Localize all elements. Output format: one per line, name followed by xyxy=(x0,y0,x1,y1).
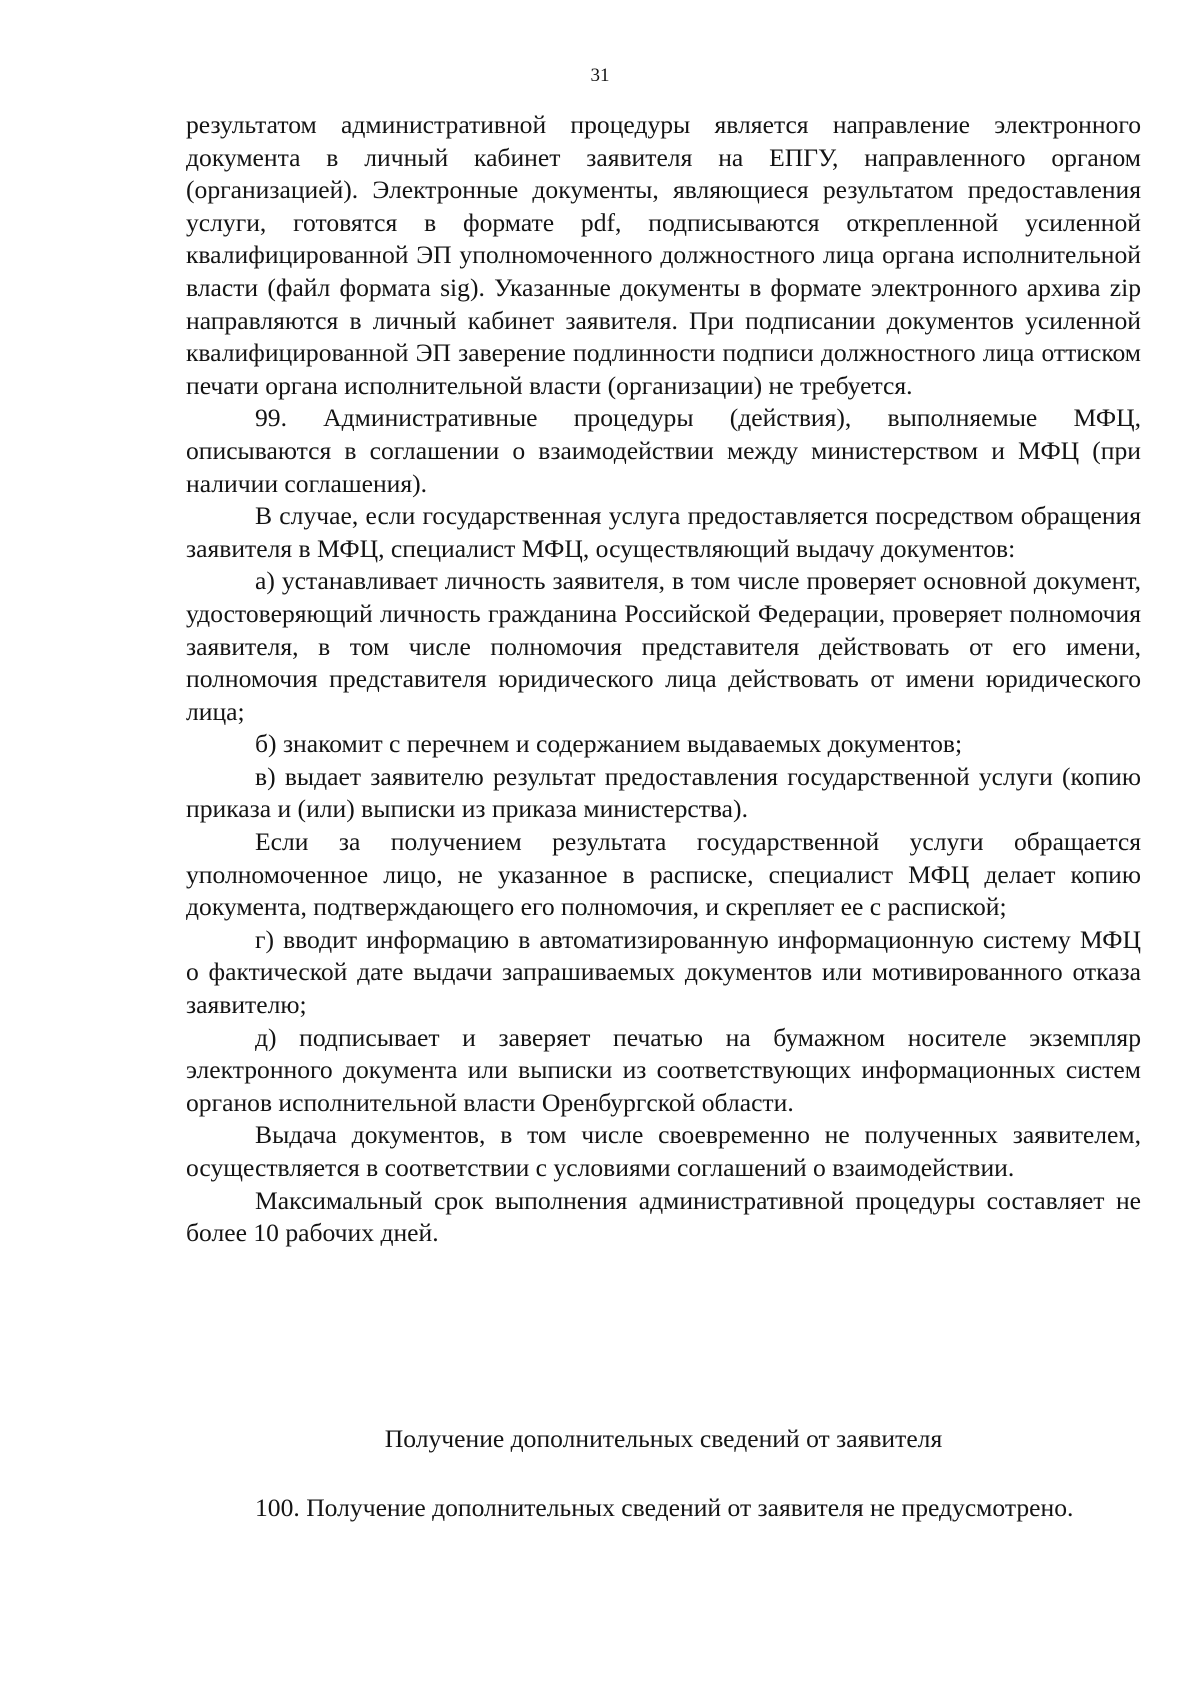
paragraph-authorized-person: Если за получением результата государственной услуги обращается уполномоченное лицо, не указанное в расписке, специалист МФЦ делает копию документа, подтверждающего его полномочия, и скрепляет ее с распиской; xyxy=(186,827,1141,922)
paragraph-mfc-case: В случае, если государственная услуга предоставляется посредством обращения заявителя в МФЦ, специалист МФЦ, осуществляющий выдачу документов: xyxy=(186,501,1141,563)
final-text xyxy=(186,1492,1141,1525)
list-item-g: г) вводит информацию в автоматизированную информационную систему МФЦ о фактической дате выдачи запрашиваемых документов или мотивированного отказа заявителю; xyxy=(186,924,1141,1020)
section-heading: Получение дополнительных сведений от заявителя xyxy=(384,1424,943,1453)
page-number: 31 xyxy=(590,65,610,86)
list-item-d: д) подписывает и заверяет печатью на бумажном носителе экземпляр электронного документа или выписки из соответствующих информационных систем органов исполнительной власти Оренбургской области. xyxy=(186,1022,1141,1117)
body-text xyxy=(186,109,1141,1250)
paragraph-100: 100. Получение дополнительных сведений от заявителя не предусмотрено. xyxy=(255,1493,1074,1522)
paragraph-max-term: Максимальный срок выполнения административной процедуры составляет не более 10 рабочих дней. xyxy=(186,1185,1141,1248)
list-item-b: б) знакомит с перечнем и содержанием выдаваемых документов; xyxy=(255,729,963,759)
paragraph-99: 99. Административные процедуры (действия), выполняемые МФЦ, описываются в соглашении о взаимодействии между министерством и МФЦ (при наличии соглашения). xyxy=(186,403,1141,498)
paragraph-result-continued: результатом административной процедуры является направление электронного документа в личный кабинет заявителя на ЕПГУ, направленного органом (организацией). Электронные документы, являющиеся результатом предоставления услуги, готовятся в формате pdf, подписываются открепленной усиленной квалифицированной ЭП уполномоченного должностного лица органа исполнительной власти (файл формата sig). Указанные документы в формате электронного архива zip направляются в личный кабинет заявителя. При подписании документов усиленной квалифицированной ЭП заверение подлинности подписи должностного лица оттиском печати органа исполнительной власти (организации) не требуется. xyxy=(186,110,1141,400)
paragraph-issuance: Выдача документов, в том числе своевременно не полученных заявителем, осуществляется в соответствии с условиями соглашений о взаимодействии. xyxy=(186,1120,1141,1182)
list-item-v: в) выдает заявителю результат предоставления государственной услуги (копию приказа и (или) выписки из приказа министерства). xyxy=(186,761,1141,824)
list-item-a: а) устанавливает личность заявителя, в том числе проверяет основной документ, удостоверяющий личность гражданина Российской Федерации, проверяет полномочия заявителя, в том числе полномочия представителя действовать от его имени, полномочия представителя юридического лица действовать от имени юридического лица; xyxy=(186,566,1141,726)
